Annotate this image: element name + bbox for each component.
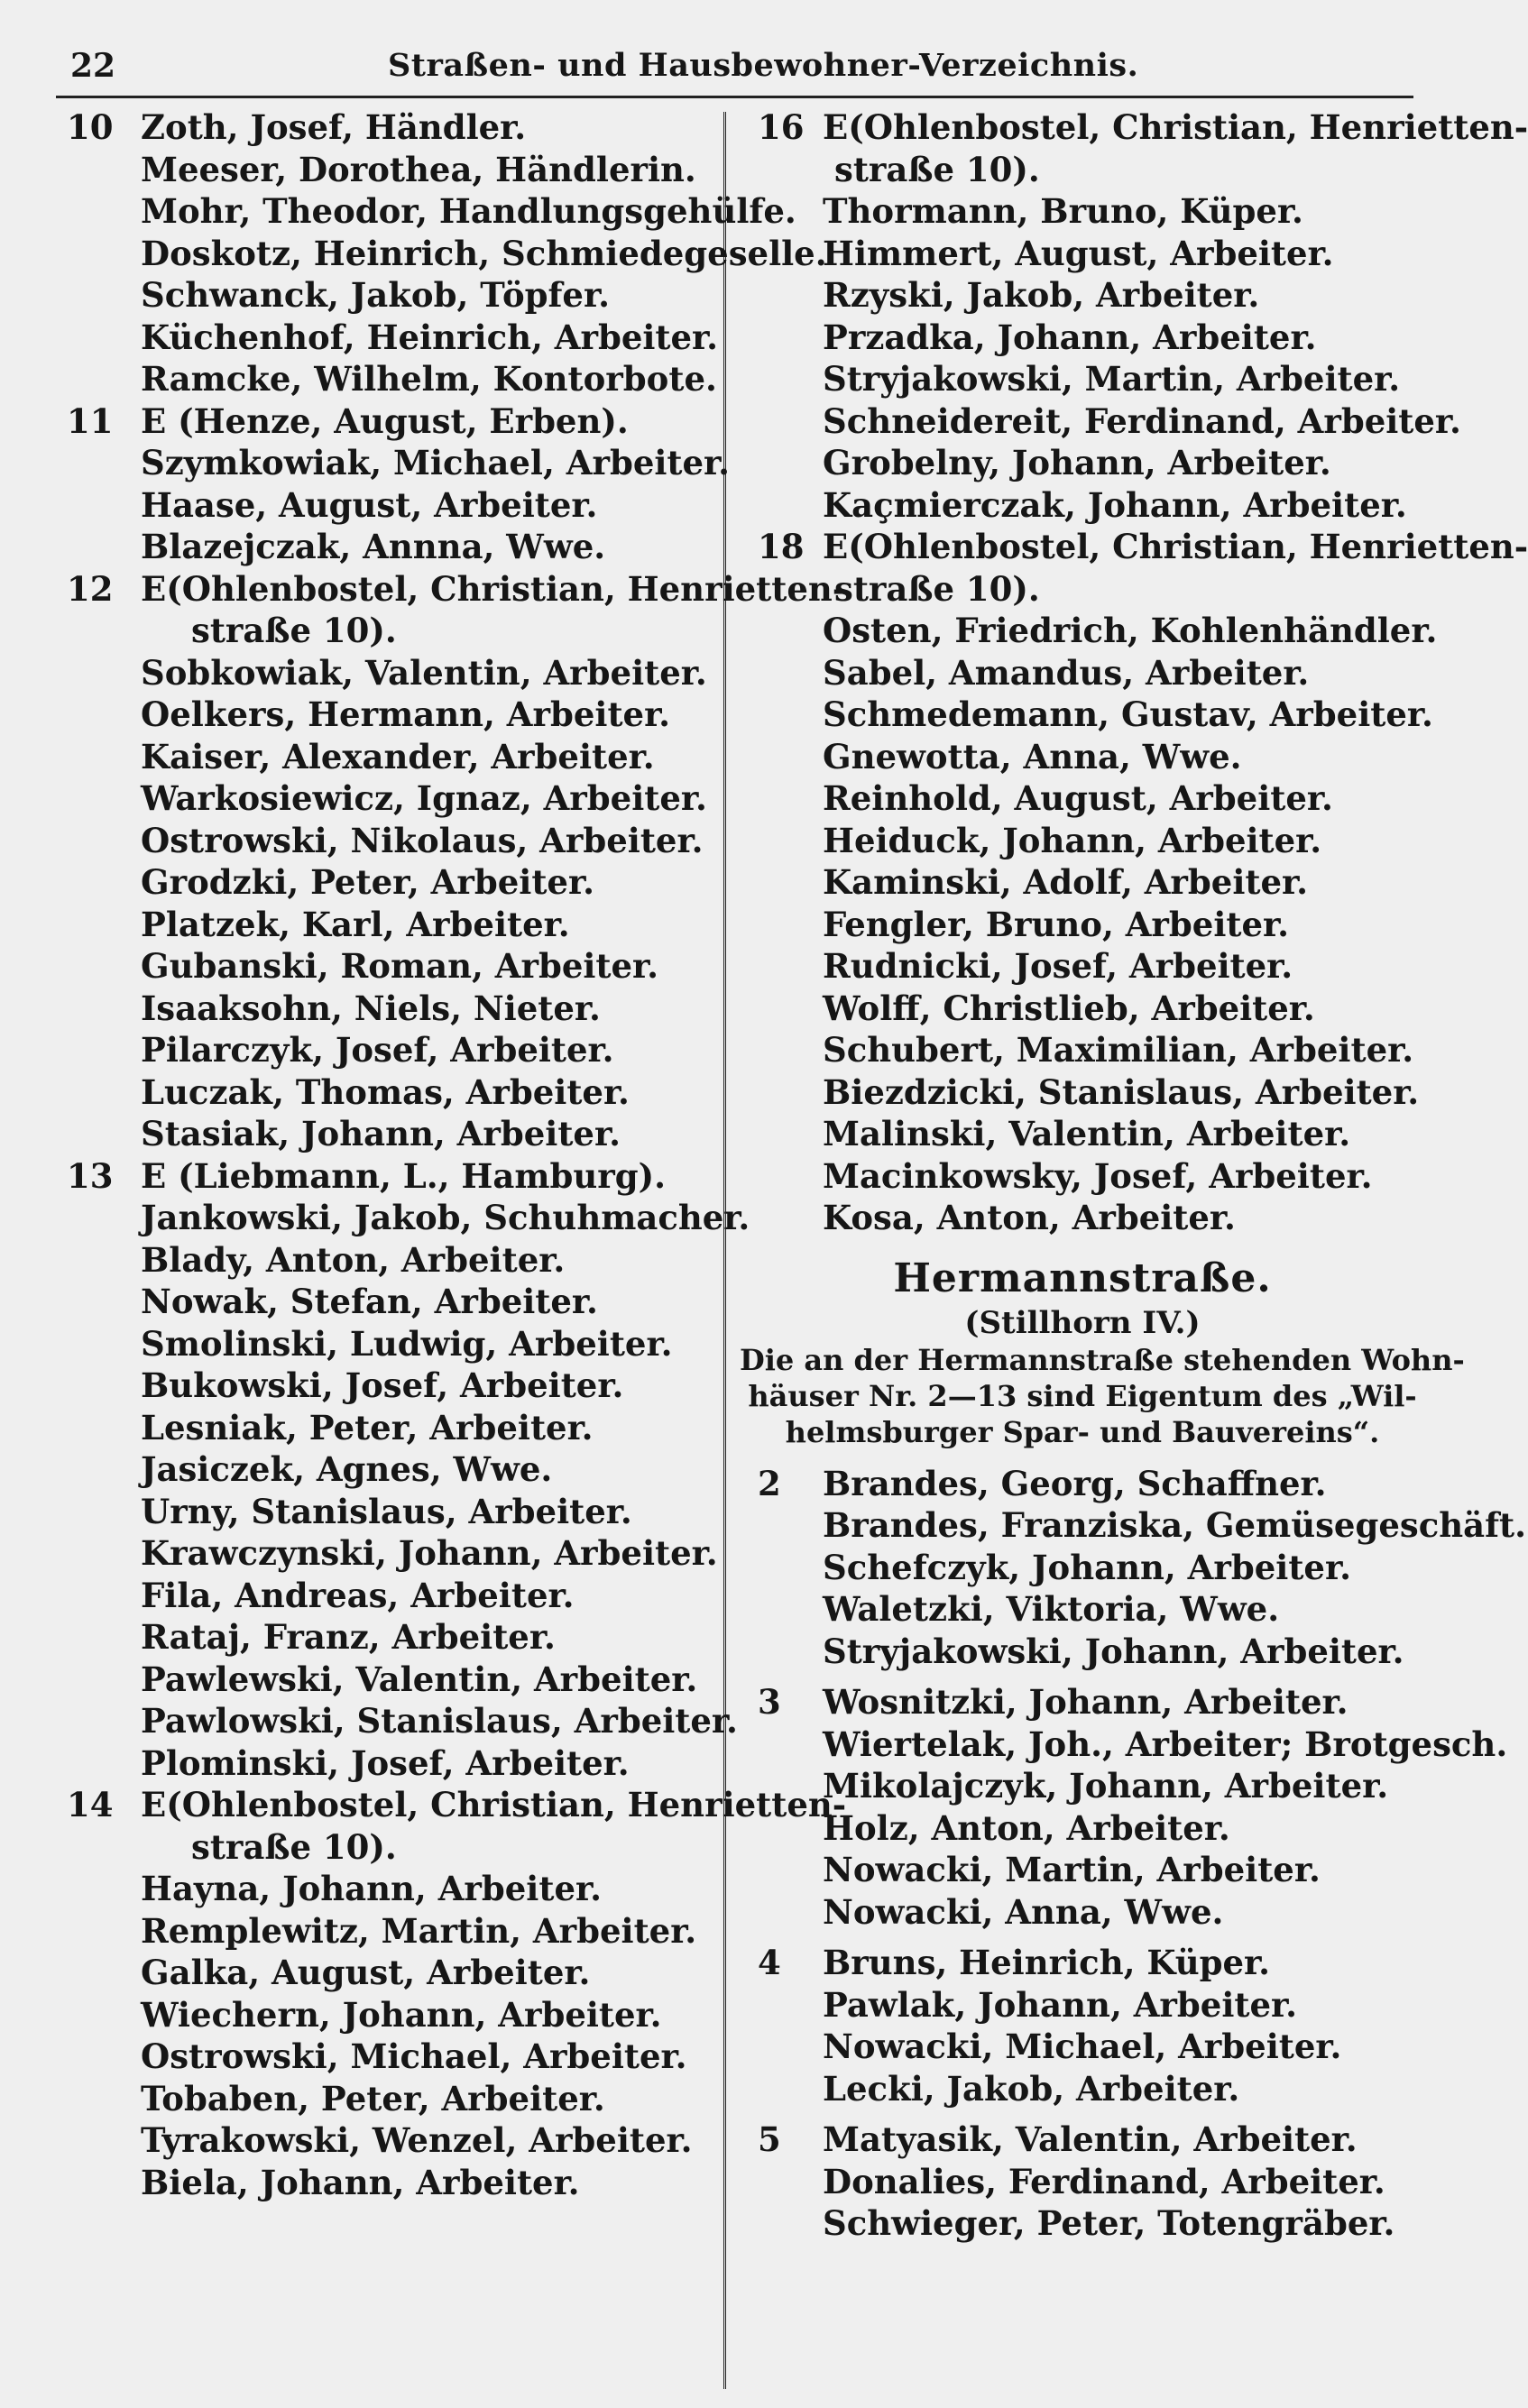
resident-name: Jankowski, Jakob, Schuhmacher. bbox=[141, 1198, 750, 1237]
resident-line bbox=[67, 1616, 712, 1659]
house-number: 10 bbox=[67, 107, 114, 147]
resident-name: Tyrakowski, Wenzel, Arbeiter. bbox=[141, 2120, 693, 2160]
resident-line bbox=[740, 484, 1425, 527]
owner-address-continuation: straße 10). bbox=[834, 568, 1040, 609]
resident-name: Kaiser, Alexander, Arbeiter. bbox=[141, 736, 655, 777]
resident-line bbox=[740, 1723, 1508, 1766]
resident-line bbox=[740, 1807, 1425, 1850]
house-entry bbox=[67, 1155, 750, 1785]
house-number: 13 bbox=[67, 1155, 114, 1196]
resident-name: Doskotz, Heinrich, Schmiedegeselle. bbox=[141, 233, 827, 273]
street-note-line: häuser Nr. 2—13 sind Eigentum des „Wil- bbox=[748, 1378, 1417, 1413]
resident-line bbox=[740, 1113, 1425, 1155]
resident-name: Pawlak, Johann, Arbeiter. bbox=[823, 1984, 1297, 2025]
resident-line bbox=[67, 233, 827, 275]
resident-line bbox=[67, 1700, 738, 1742]
resident-name: E(Ohlenbostel, Christian, Henrietten- bbox=[141, 1785, 847, 1824]
resident-name: Krawczynski, Johann, Arbeiter. bbox=[141, 1533, 718, 1573]
resident-name: Malinski, Valentin, Arbeiter. bbox=[823, 1114, 1351, 1153]
resident-name: Donalies, Ferdinand, Arbeiter. bbox=[823, 2161, 1385, 2201]
house-entry bbox=[67, 1784, 847, 2203]
resident-name: Kaçmierczak, Johann, Arbeiter. bbox=[823, 484, 1407, 525]
resident-line bbox=[67, 2162, 712, 2204]
resident-line bbox=[740, 736, 1425, 778]
resident-name: Urny, Stanislaus, Arbeiter. bbox=[141, 1491, 632, 1531]
resident-name: Oelkers, Hermann, Arbeiter. bbox=[141, 694, 671, 734]
resident-name: Warkosiewicz, Ignaz, Arbeiter. bbox=[141, 778, 707, 818]
resident-name: Ramcke, Wilhelm, Kontorbote. bbox=[141, 359, 717, 399]
street-title: Hermannstraße. bbox=[893, 1255, 1272, 1301]
resident-name: Rataj, Franz, Arbeiter. bbox=[141, 1617, 556, 1657]
house-first-line bbox=[67, 568, 847, 611]
resident-name: Blazejczak, Annna, Wwe. bbox=[141, 527, 606, 566]
resident-line bbox=[67, 652, 712, 694]
resident-name: Rzyski, Jakob, Arbeiter. bbox=[823, 275, 1260, 315]
resident-line bbox=[67, 1407, 712, 1449]
resident-name: Heiduck, Johann, Arbeiter. bbox=[823, 820, 1322, 860]
resident-name: Luczak, Thomas, Arbeiter. bbox=[141, 1071, 630, 1112]
resident-line bbox=[67, 694, 712, 736]
resident-line bbox=[67, 736, 712, 778]
resident-line bbox=[740, 1071, 1425, 1114]
resident-line bbox=[740, 610, 1438, 652]
resident-name: Lecki, Jakob, Arbeiter. bbox=[823, 2068, 1240, 2109]
resident-name: Holz, Anton, Arbeiter. bbox=[823, 1807, 1230, 1848]
resident-name: Nowak, Stefan, Arbeiter. bbox=[141, 1282, 598, 1321]
resident-line bbox=[740, 1631, 1425, 1673]
resident-line bbox=[740, 1504, 1526, 1547]
house-number: 14 bbox=[67, 1785, 114, 1824]
resident-line bbox=[740, 1765, 1425, 1807]
resident-name: Himmert, August, Arbeiter. bbox=[823, 233, 1334, 273]
resident-name: Blady, Anton, Arbeiter. bbox=[141, 1239, 566, 1280]
resident-line bbox=[740, 149, 1425, 191]
house-first-line bbox=[740, 2118, 1425, 2161]
resident-line bbox=[67, 945, 712, 988]
house-first-line bbox=[67, 1784, 847, 1826]
resident-line bbox=[67, 1952, 712, 1994]
right-column bbox=[740, 106, 1528, 2245]
resident-line bbox=[67, 1239, 712, 1282]
house-first-line bbox=[740, 106, 1528, 149]
resident-line bbox=[740, 1891, 1425, 1934]
resident-line bbox=[67, 2036, 712, 2078]
house-first-line bbox=[740, 1681, 1425, 1723]
resident-name: Bruns, Heinrich, Küper. bbox=[823, 1943, 1270, 1982]
resident-name: Ostrowski, Michael, Arbeiter. bbox=[141, 2036, 687, 2076]
resident-line bbox=[740, 274, 1425, 317]
house-number: 16 bbox=[758, 107, 805, 147]
resident-line bbox=[67, 1826, 712, 1869]
resident-line bbox=[67, 1910, 712, 1953]
street-heading-block bbox=[740, 1254, 1465, 1450]
street-note-line: helmsburger Spar- und Bauvereins“. bbox=[785, 1414, 1380, 1449]
resident-name: Jasiczek, Agnes, Wwe. bbox=[141, 1449, 553, 1489]
resident-name: Kaminski, Adolf, Arbeiter. bbox=[823, 862, 1308, 902]
resident-line bbox=[67, 1659, 712, 1701]
resident-name: Smolinski, Ludwig, Arbeiter. bbox=[141, 1323, 673, 1364]
resident-name: Wiechern, Johann, Arbeiter. bbox=[141, 1994, 662, 2035]
resident-line bbox=[740, 568, 1425, 611]
resident-name: Ostrowski, Nikolaus, Arbeiter. bbox=[141, 820, 704, 860]
page-header bbox=[0, 47, 1443, 101]
resident-line bbox=[740, 988, 1425, 1030]
resident-name: Pawlowski, Stanislaus, Arbeiter. bbox=[141, 1701, 738, 1741]
resident-name: Stryjakowski, Johann, Arbeiter. bbox=[823, 1631, 1404, 1671]
resident-name: Kosa, Anton, Arbeiter. bbox=[823, 1198, 1236, 1237]
resident-line bbox=[67, 777, 712, 820]
resident-line bbox=[67, 988, 712, 1030]
resident-name: Hayna, Johann, Arbeiter. bbox=[141, 1869, 602, 1908]
resident-name: Sobkowiak, Valentin, Arbeiter. bbox=[141, 652, 707, 693]
resident-name: Galka, August, Arbeiter. bbox=[141, 1953, 591, 1992]
resident-name: Schefczyk, Johann, Arbeiter. bbox=[823, 1547, 1351, 1587]
resident-name: Haase, August, Arbeiter. bbox=[141, 484, 598, 525]
resident-name: Mikolajczyk, Johann, Arbeiter. bbox=[823, 1766, 1389, 1806]
resident-line bbox=[740, 190, 1425, 233]
resident-line bbox=[740, 1588, 1425, 1631]
resident-name: Platzek, Karl, Arbeiter. bbox=[141, 904, 570, 944]
house-entry bbox=[740, 1942, 1425, 2109]
resident-name: Reinhold, August, Arbeiter. bbox=[823, 778, 1333, 818]
group-spacer bbox=[740, 1672, 1425, 1681]
resident-line bbox=[67, 442, 731, 484]
resident-line bbox=[67, 1742, 712, 1785]
page-number: 22 bbox=[70, 47, 116, 85]
resident-name: Stasiak, Johann, Arbeiter. bbox=[141, 1114, 621, 1153]
resident-line bbox=[67, 820, 712, 862]
resident-line bbox=[67, 2119, 712, 2162]
house-entry bbox=[67, 568, 847, 1155]
resident-name: Grobelny, Johann, Arbeiter. bbox=[823, 443, 1331, 483]
resident-name: Lesniak, Peter, Arbeiter. bbox=[141, 1407, 594, 1448]
resident-line bbox=[740, 442, 1425, 484]
resident-name: Meeser, Dorothea, Händlerin. bbox=[141, 149, 696, 189]
resident-name: Bukowski, Josef, Arbeiter. bbox=[141, 1365, 624, 1405]
house-entry bbox=[740, 2118, 1425, 2245]
resident-name: Plominski, Josef, Arbeiter. bbox=[141, 1742, 630, 1783]
resident-name: Remplewitz, Martin, Arbeiter. bbox=[141, 1910, 697, 1951]
resident-line bbox=[740, 1849, 1425, 1891]
resident-name: E (Liebmann, L., Hamburg). bbox=[141, 1155, 667, 1196]
resident-name: Grodzki, Peter, Arbeiter. bbox=[141, 862, 594, 902]
resident-name: Biezdzicki, Stanislaus, Arbeiter. bbox=[823, 1071, 1420, 1112]
house-entry bbox=[740, 106, 1528, 526]
owner-address-continuation: straße 10). bbox=[834, 149, 1040, 189]
resident-name: Fila, Andreas, Arbeiter. bbox=[141, 1575, 575, 1615]
resident-line bbox=[67, 484, 712, 527]
resident-name: Mohr, Theodor, Handlungsgehülfe. bbox=[141, 191, 796, 231]
resident-name: Osten, Friedrich, Kohlenhändler. bbox=[823, 611, 1438, 650]
house-number: 11 bbox=[67, 400, 114, 441]
group-spacer bbox=[740, 1933, 1425, 1942]
resident-line bbox=[67, 190, 796, 233]
resident-name: Sabel, Amandus, Arbeiter. bbox=[823, 652, 1310, 693]
right-column-houses-top bbox=[740, 106, 1528, 1239]
resident-name: Wosnitzki, Johann, Arbeiter. bbox=[823, 1682, 1349, 1722]
house-first-line bbox=[740, 1942, 1425, 1984]
resident-line bbox=[740, 820, 1425, 862]
resident-line bbox=[740, 358, 1425, 400]
resident-name: Isaaksohn, Niels, Nieter. bbox=[141, 988, 601, 1028]
resident-line bbox=[740, 2068, 1425, 2110]
resident-name: Gubanski, Roman, Arbeiter. bbox=[141, 946, 659, 986]
group-spacer bbox=[740, 2109, 1425, 2118]
house-number: 2 bbox=[758, 1463, 781, 1503]
house-first-line bbox=[67, 400, 712, 443]
resident-line bbox=[740, 694, 1433, 736]
resident-line bbox=[740, 400, 1461, 443]
resident-line bbox=[67, 1575, 712, 1617]
resident-line bbox=[67, 2078, 712, 2120]
street-subtitle: (Stillhorn IV.) bbox=[964, 1304, 1201, 1341]
resident-name: Nowacki, Martin, Arbeiter. bbox=[823, 1850, 1321, 1889]
owner-address-continuation: straße 10). bbox=[191, 611, 397, 650]
resident-name: E(Ohlenbostel, Christian, Henrietten- bbox=[141, 568, 847, 609]
resident-line bbox=[67, 861, 712, 904]
resident-line bbox=[67, 149, 712, 191]
resident-name: Fengler, Bruno, Arbeiter. bbox=[823, 904, 1290, 944]
house-number: 18 bbox=[758, 527, 805, 566]
resident-line bbox=[740, 861, 1425, 904]
right-column-houses-bottom bbox=[740, 1463, 1526, 2245]
resident-name: Brandes, Franziska, Gemüsegeschäft. bbox=[823, 1505, 1526, 1545]
resident-line bbox=[740, 1197, 1425, 1239]
resident-line bbox=[67, 904, 712, 946]
resident-line bbox=[67, 1365, 712, 1407]
house-entry bbox=[740, 1681, 1508, 1933]
resident-line bbox=[67, 1113, 712, 1155]
resident-name: Pilarczyk, Josef, Arbeiter. bbox=[141, 1030, 614, 1070]
resident-name: E(Ohlenbostel, Christian, Henrietten- bbox=[823, 527, 1528, 566]
house-number: 12 bbox=[67, 568, 114, 609]
resident-line bbox=[67, 1491, 712, 1533]
resident-name: E(Ohlenbostel, Christian, Henrietten- bbox=[823, 107, 1528, 147]
resident-line bbox=[67, 610, 712, 652]
resident-line bbox=[740, 2161, 1425, 2203]
resident-line bbox=[740, 945, 1425, 988]
resident-line bbox=[67, 1868, 712, 1910]
resident-line bbox=[67, 358, 717, 400]
header-rule bbox=[56, 96, 1413, 98]
house-number: 3 bbox=[758, 1682, 781, 1722]
resident-name: Tobaben, Peter, Arbeiter. bbox=[141, 2078, 605, 2118]
resident-name: Gnewotta, Anna, Wwe. bbox=[823, 736, 1242, 777]
resident-line bbox=[740, 652, 1425, 694]
resident-line bbox=[67, 317, 719, 359]
resident-name: Zoth, Josef, Händler. bbox=[141, 107, 527, 147]
resident-line bbox=[740, 777, 1425, 820]
resident-name: Biela, Johann, Arbeiter. bbox=[141, 2162, 580, 2202]
resident-name: Nowacki, Anna, Wwe. bbox=[823, 1891, 1224, 1932]
resident-name: Nowacki, Michael, Arbeiter. bbox=[823, 2027, 1342, 2066]
resident-name: Pawlewski, Valentin, Arbeiter. bbox=[141, 1659, 698, 1699]
resident-line bbox=[740, 904, 1425, 946]
house-entry bbox=[67, 400, 731, 568]
resident-line bbox=[67, 1197, 750, 1239]
resident-name: Schwanck, Jakob, Töpfer. bbox=[141, 275, 610, 315]
resident-name: E (Henze, August, Erben). bbox=[141, 400, 629, 441]
resident-line bbox=[740, 2026, 1425, 2068]
resident-line bbox=[67, 1532, 718, 1575]
resident-name: Macinkowsky, Josef, Arbeiter. bbox=[823, 1155, 1373, 1196]
house-first-line bbox=[67, 106, 712, 149]
resident-line bbox=[67, 1323, 712, 1365]
resident-line bbox=[740, 1155, 1425, 1198]
house-entry bbox=[740, 526, 1528, 1239]
resident-line bbox=[740, 233, 1425, 275]
running-title: Straßen- und Hausbewohner-Verzeichnis. bbox=[388, 47, 1139, 84]
resident-name: Rudnicki, Josef, Arbeiter. bbox=[823, 946, 1293, 986]
street-note-line: Die an der Hermannstraße stehenden Wohn- bbox=[740, 1342, 1465, 1377]
resident-name: Schubert, Maximilian, Arbeiter. bbox=[823, 1030, 1414, 1070]
resident-name: Brandes, Georg, Schaffner. bbox=[823, 1463, 1327, 1503]
resident-name: Waletzki, Viktoria, Wwe. bbox=[823, 1589, 1280, 1629]
resident-name: Küchenhof, Heinrich, Arbeiter. bbox=[141, 317, 719, 357]
resident-name: Schmedemann, Gustav, Arbeiter. bbox=[823, 694, 1433, 734]
resident-line bbox=[740, 1547, 1425, 1589]
house-number: 4 bbox=[758, 1943, 781, 1982]
resident-line bbox=[67, 1029, 712, 1071]
street-ownership-note bbox=[740, 1342, 1465, 1450]
resident-line bbox=[67, 1071, 712, 1114]
resident-name: Przadka, Johann, Arbeiter. bbox=[823, 317, 1317, 357]
owner-address-continuation: straße 10). bbox=[191, 1826, 397, 1867]
resident-name: Schwieger, Peter, Totengräber. bbox=[823, 2203, 1395, 2243]
resident-line bbox=[67, 1281, 712, 1323]
resident-name: Szymkowiak, Michael, Arbeiter. bbox=[141, 443, 731, 483]
resident-line bbox=[740, 2202, 1425, 2245]
resident-line bbox=[67, 274, 712, 317]
house-first-line bbox=[740, 526, 1528, 568]
resident-name: Wolff, Christlieb, Arbeiter. bbox=[823, 988, 1315, 1028]
resident-line bbox=[740, 1984, 1425, 2027]
resident-name: Matyasik, Valentin, Arbeiter. bbox=[823, 2119, 1358, 2159]
house-number: 5 bbox=[758, 2119, 781, 2159]
house-entry bbox=[740, 1463, 1526, 1673]
resident-line bbox=[67, 1994, 712, 2036]
resident-line bbox=[740, 317, 1425, 359]
resident-name: Thormann, Bruno, Küper. bbox=[823, 191, 1303, 231]
resident-line bbox=[67, 1448, 712, 1491]
resident-name: Wiertelak, Joh., Arbeiter; Brotgesch. bbox=[823, 1723, 1508, 1764]
resident-name: Stryjakowski, Martin, Arbeiter. bbox=[823, 359, 1401, 399]
resident-line bbox=[740, 1029, 1425, 1071]
house-first-line bbox=[67, 1155, 712, 1198]
resident-name: Schneidereit, Ferdinand, Arbeiter. bbox=[823, 400, 1461, 441]
house-first-line bbox=[740, 1463, 1425, 1505]
resident-line bbox=[67, 526, 712, 568]
